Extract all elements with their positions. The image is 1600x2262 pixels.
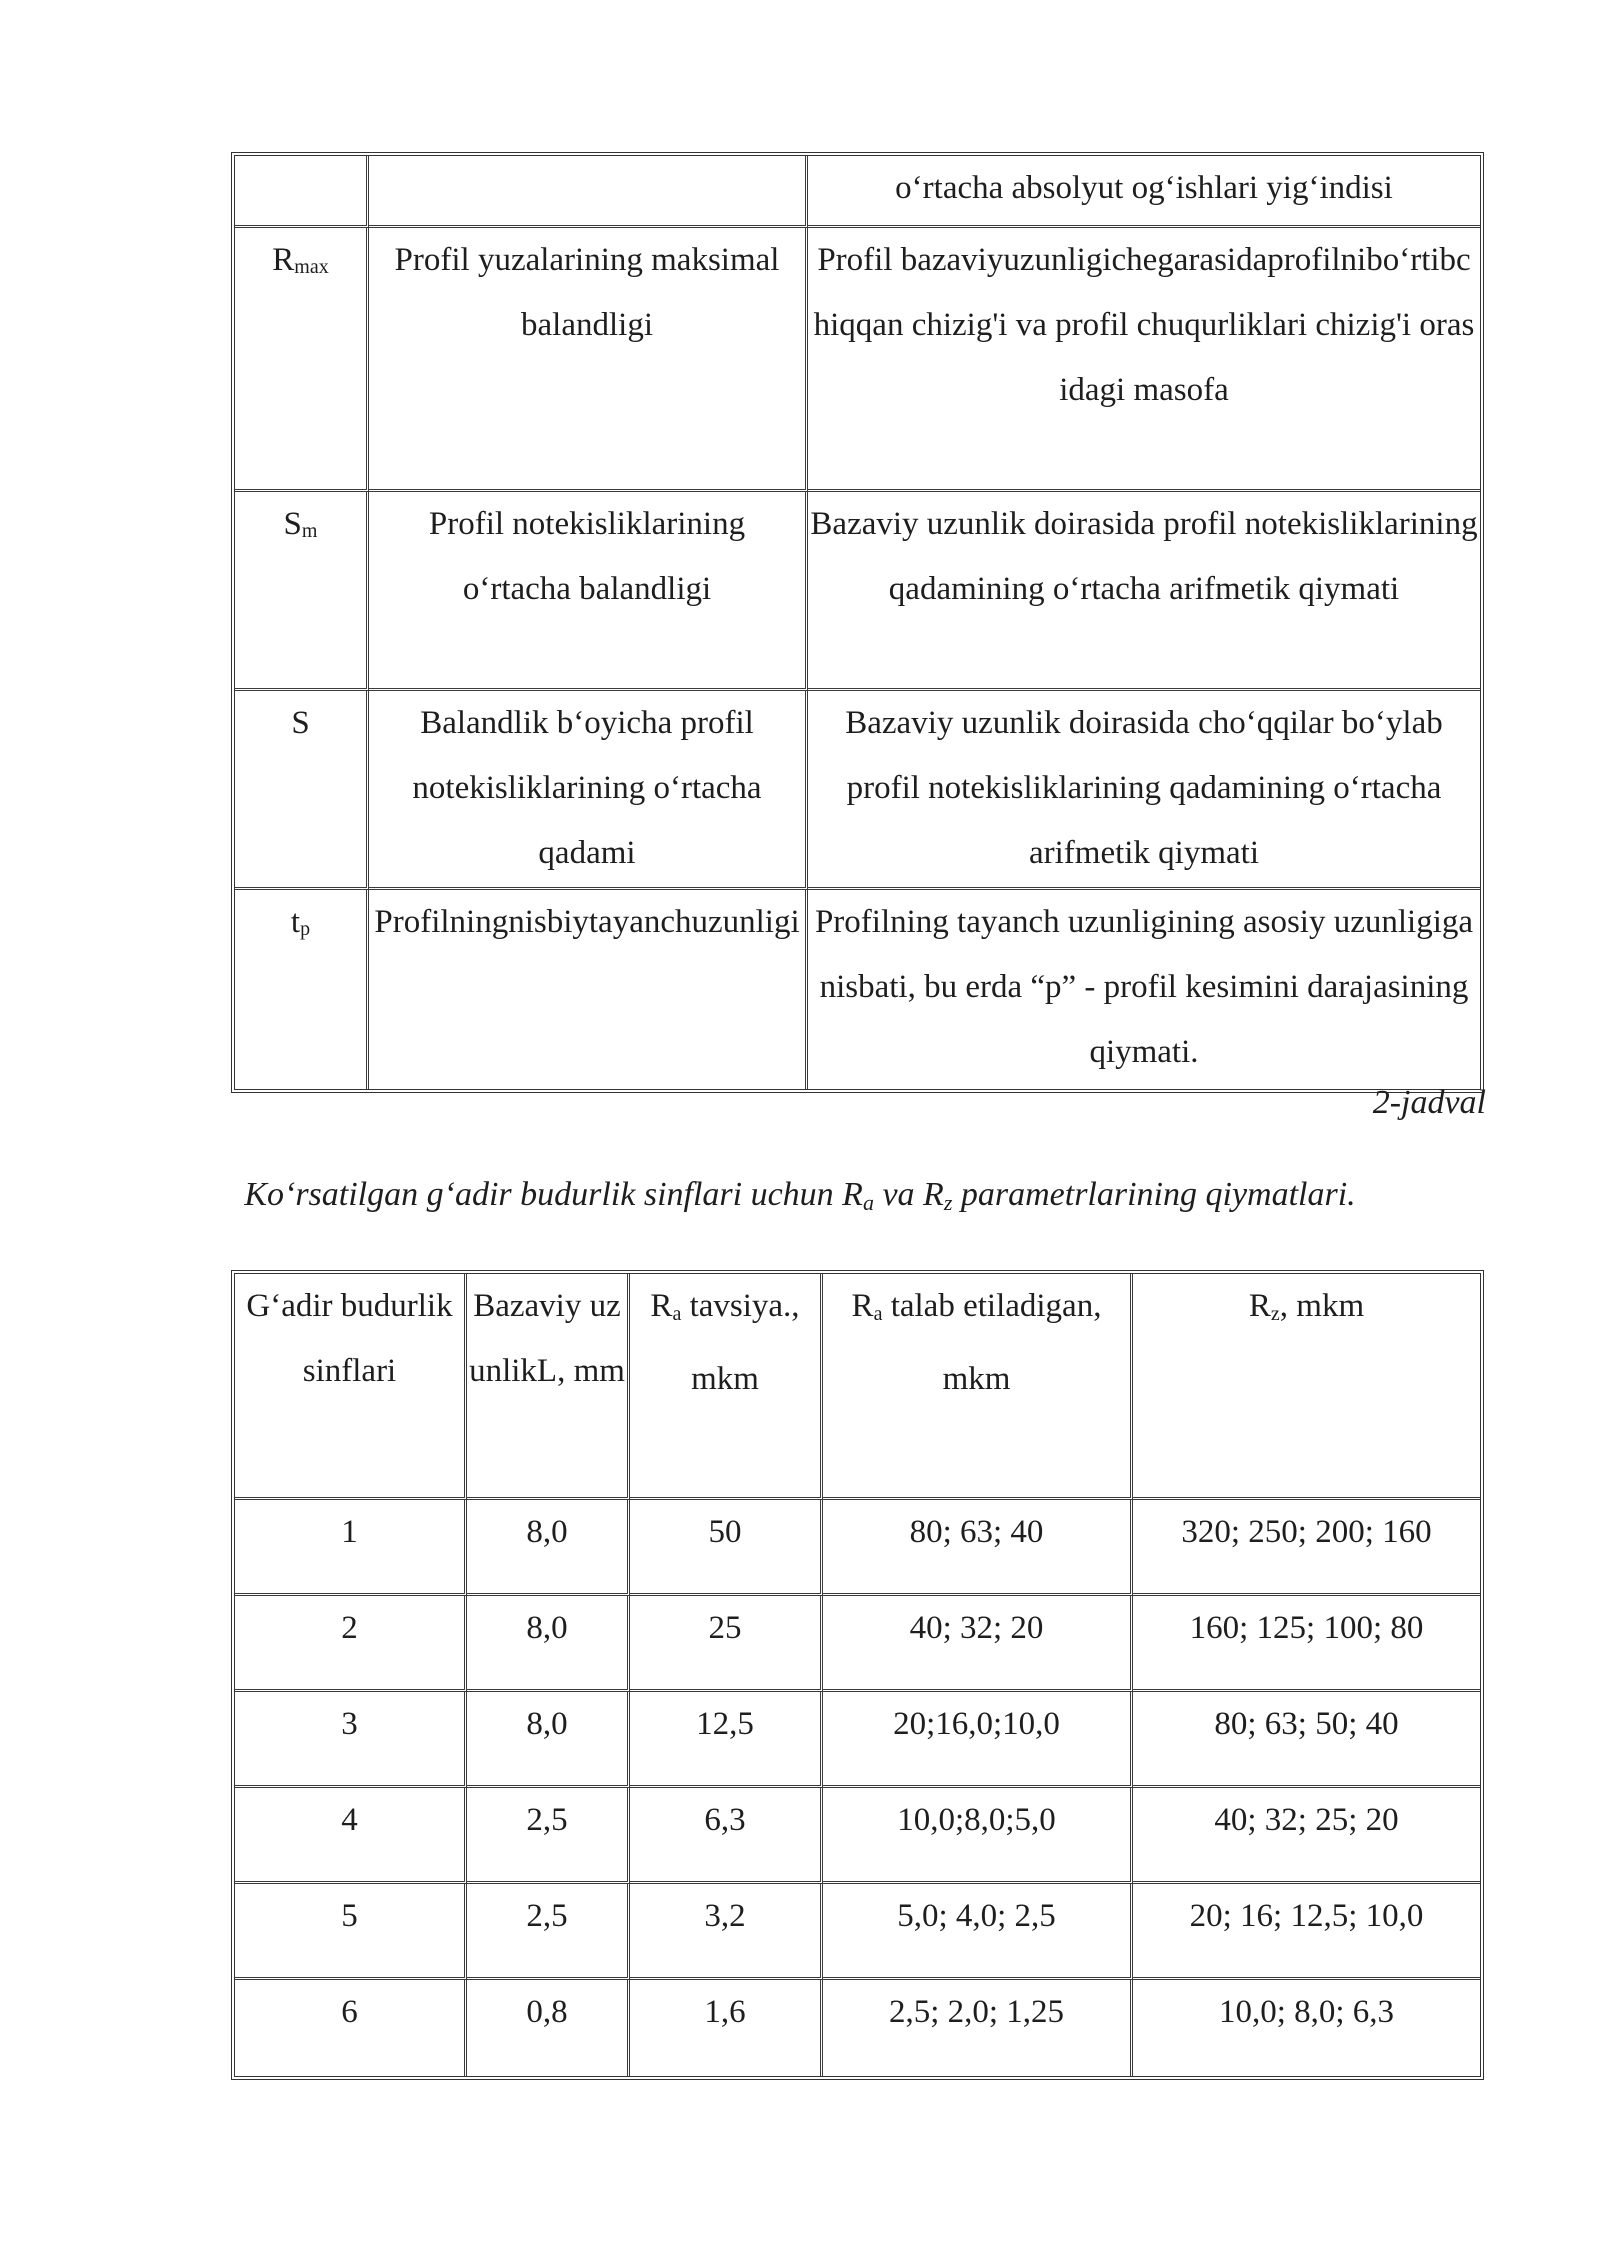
- cell-class: 3: [235, 1692, 467, 1788]
- header-subscript: z: [1270, 1303, 1280, 1325]
- cell-rz: 80; 63; 50; 40: [1133, 1692, 1480, 1788]
- param-symbol: S: [283, 506, 302, 542]
- cell-ra-recommended: 1,6: [630, 1980, 823, 2076]
- param-symbol-cell: [235, 228, 369, 492]
- cell-base-length: 2,5: [467, 1884, 630, 1980]
- param-name-cell: [369, 691, 808, 890]
- table-caption: [0, 1176, 1600, 1216]
- param-definition-cell: [808, 156, 1480, 228]
- table-row: [235, 1884, 1480, 1980]
- caption-subscript-z: z: [943, 1190, 953, 1215]
- cell-base-length: 0,8: [467, 1980, 630, 2076]
- table-row: [235, 1692, 1480, 1788]
- table-row: [235, 1500, 1480, 1596]
- param-definition: Bazaviy uzunlik doirasida cho‘qqilar bo‘ylab profil notekisliklarining qadamining o‘rtacha arifmetik qiymati: [845, 705, 1443, 871]
- header-label: G‘adir budurlik sinflari: [246, 1288, 453, 1389]
- cell-base-length: 8,0: [467, 1596, 630, 1692]
- param-symbol-cell: [235, 890, 369, 1089]
- table-row: [235, 1596, 1480, 1692]
- param-definition: Profil bazaviyuzunligichegarasidaprofilnibo‘rtibchiqqan chizig'i va profil chuqurliklari chizig'i orasidagi masofa: [813, 242, 1475, 408]
- cell-ra-required: 10,0;8,0;5,0: [823, 1788, 1133, 1884]
- header-class: [235, 1274, 467, 1500]
- table-row: [235, 228, 1480, 492]
- header-label: tavsiya., mkm: [681, 1288, 800, 1397]
- param-name: Profil notekisliklarining o‘rtacha balandligi: [428, 506, 746, 607]
- cell-ra-required: 20;16,0;10,0: [823, 1692, 1133, 1788]
- param-symbol-subscript: max: [294, 256, 329, 278]
- param-name-cell: [369, 890, 808, 1089]
- param-definition: Profilning tayanch uzunligining asosiy uzunligiga nisbati, bu erda “p” - profil kesimini darajasining qiymati.: [814, 904, 1474, 1070]
- caption-text: Ko‘rsatilgan g‘adir budurlik sinflari uchun R: [244, 1176, 863, 1213]
- table-row: [235, 1788, 1480, 1884]
- cell-ra-required: 80; 63; 40: [823, 1500, 1133, 1596]
- cell-ra-required: 2,5; 2,0; 1,25: [823, 1980, 1133, 2076]
- param-name-cell: [369, 228, 808, 492]
- cell-ra-required: 40; 32; 20: [823, 1596, 1133, 1692]
- caption-text: va R: [873, 1176, 944, 1213]
- param-definition: Bazaviy uzunlik doirasida profil notekisliklarining qadamining o‘rtacha arifmetik qiymati: [810, 506, 1478, 607]
- header-ra-required: [823, 1274, 1133, 1500]
- header-label: R: [1248, 1288, 1271, 1324]
- cell-base-length: 8,0: [467, 1692, 630, 1788]
- table-row: [235, 156, 1480, 228]
- param-symbol-cell: [235, 492, 369, 691]
- param-symbol: S: [291, 705, 310, 741]
- cell-rz: 10,0; 8,0; 6,3: [1218, 1994, 1395, 2030]
- table-header-row: [235, 1274, 1480, 1500]
- cell-ra-recommended: 50: [630, 1500, 823, 1596]
- param-symbol-subscript: m: [301, 520, 318, 542]
- param-name: Balandlik b‘oyicha profil notekisliklarining o‘rtacha qadami: [412, 705, 762, 871]
- caption-text: parametrlarining qiymatlari.: [952, 1176, 1356, 1213]
- caption-subscript-a: a: [862, 1190, 874, 1215]
- cell-ra-recommended: 3,2: [630, 1884, 823, 1980]
- param-definition: o‘rtacha absolyut og‘ishlari yig‘indisi: [895, 170, 1393, 206]
- param-name: Profil yuzalarining maksimal balandligi: [394, 242, 780, 343]
- cell-rz: 20; 16; 12,5; 10,0: [1133, 1884, 1480, 1980]
- header-subscript: a: [873, 1303, 883, 1325]
- param-definition-cell: [808, 228, 1480, 492]
- param-definition-cell: [808, 492, 1480, 691]
- cell-class: 6: [235, 1980, 467, 2076]
- roughness-values-table: [231, 1270, 1484, 2080]
- param-name-cell: [369, 492, 808, 691]
- table-row: [235, 691, 1480, 890]
- cell-ra-recommended: 25: [630, 1596, 823, 1692]
- profile-parameters-table: [231, 152, 1484, 1093]
- param-symbol: R: [272, 242, 295, 278]
- param-name-cell: [369, 156, 808, 228]
- param-symbol: t: [290, 904, 301, 940]
- header-label: R: [851, 1288, 874, 1324]
- cell-class: 2: [235, 1596, 467, 1692]
- header-base-length: [467, 1274, 630, 1500]
- cell-class: 1: [235, 1500, 467, 1596]
- header-label: Bazaviy uzunlikL, mm: [469, 1288, 625, 1389]
- param-symbol-cell: [235, 691, 369, 890]
- cell-base-length: 8,0: [467, 1500, 630, 1596]
- cell-ra-recommended: 12,5: [630, 1692, 823, 1788]
- cell-class: 4: [235, 1788, 467, 1884]
- table-number: 2-jadval: [1372, 1084, 1486, 1121]
- header-label: talab etiladigan, mkm: [882, 1288, 1102, 1397]
- cell-rz: 160; 125; 100; 80: [1133, 1596, 1480, 1692]
- param-name: Profilningnisbiytayanchuzunligi: [374, 904, 800, 940]
- header-rz: [1133, 1274, 1480, 1500]
- param-symbol-subscript: p: [300, 918, 311, 940]
- cell-ra-required: 5,0; 4,0; 2,5: [823, 1884, 1133, 1980]
- table-row: [235, 890, 1480, 1089]
- table-row: [235, 1980, 1480, 2076]
- table-row: [235, 492, 1480, 691]
- param-definition-cell: [808, 890, 1480, 1089]
- cell-rz: 40; 32; 25; 20: [1133, 1788, 1480, 1884]
- header-label: R: [650, 1288, 673, 1324]
- header-ra-recommended: [630, 1274, 823, 1500]
- param-symbol-cell: [235, 156, 369, 228]
- cell-ra-recommended: 6,3: [630, 1788, 823, 1884]
- cell-rz: 320; 250; 200; 160: [1133, 1500, 1480, 1596]
- header-subscript: a: [672, 1303, 682, 1325]
- cell-base-length: 2,5: [467, 1788, 630, 1884]
- cell-class: 5: [235, 1884, 467, 1980]
- header-label: , mkm: [1279, 1288, 1365, 1324]
- param-definition-cell: [808, 691, 1480, 890]
